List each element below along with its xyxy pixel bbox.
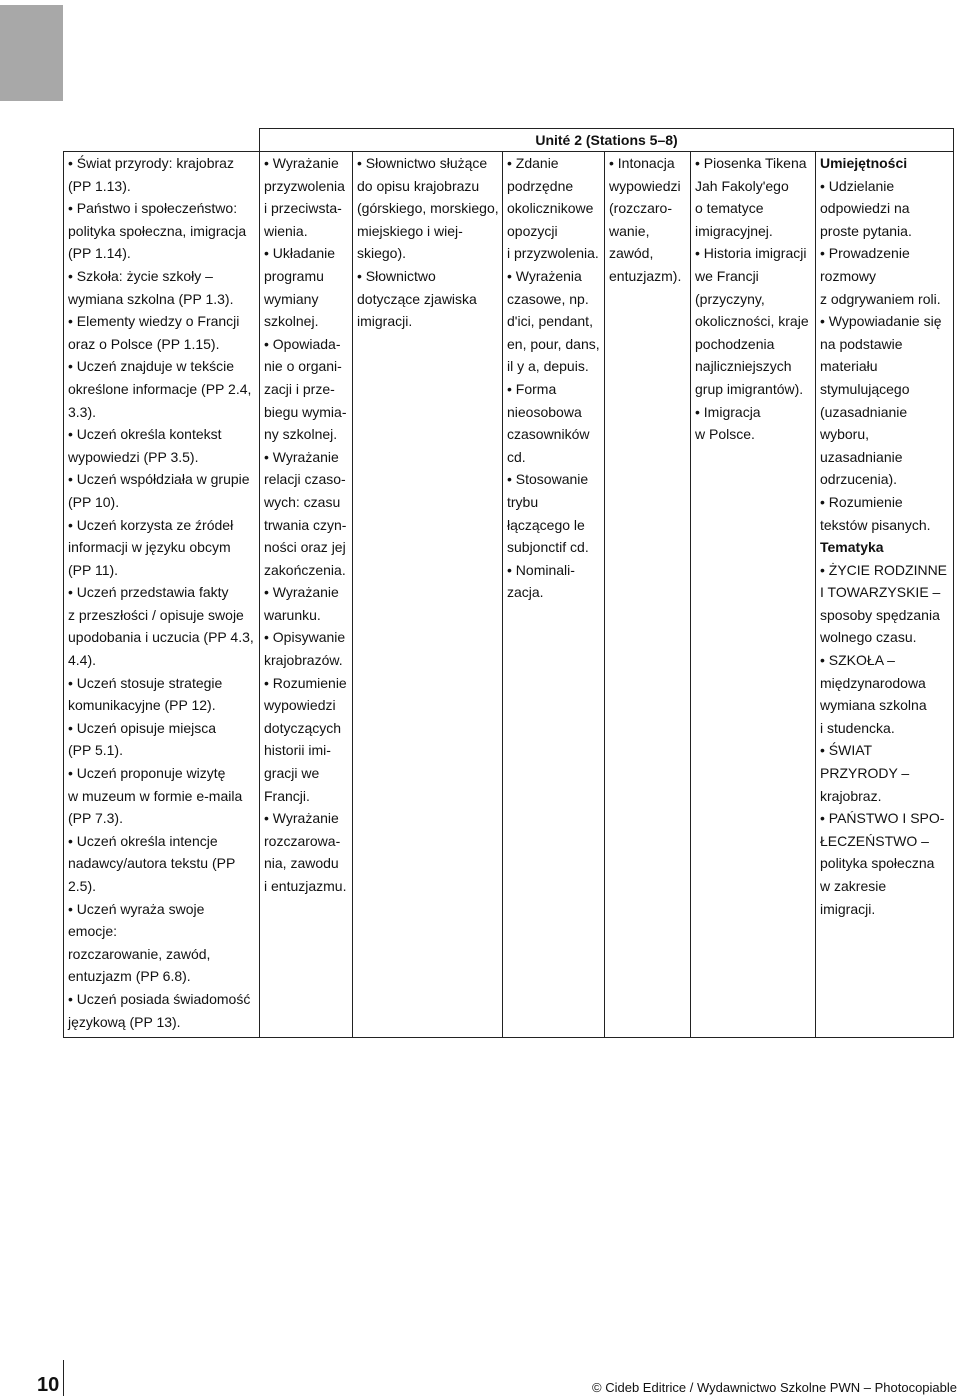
table-row [64,152,954,1038]
skills-text: • Udzielanie odpowiedzi na proste pytania. • Prowadzenie rozmowy z odgrywaniem roli. • Wypowiadanie się na podstawie materiału stymulującego (uzasadnianie wyboru, uzasadnianie odrzucenia). • Rozumienie tekstów pisanych. [820,177,942,533]
phonetics-text: • Intonacja wypowiedzi (rozczaro- wanie, zawód, entuzjazm). [609,155,682,284]
topics-heading: Tematyka [820,539,884,556]
cell-functions [260,152,353,1038]
functions-text: • Wyrażanie przyzwolenia i przeciwsta- wienia. • Układanie programu wymiany szkolnej. • Opowiada- nie o organi- zacji i prze- biegu wymia- ny szkolnej. • Wyrażanie relacji czaso- wych: czasu trwania czyn- ności oraz jej zakończenia. • Wyrażanie warunku. • Opisywanie krajobrazów. • Rozumienie wypowiedzi dotyczących historii imi- gracji we Francji. • Wyrażanie rozczarowa- nia, zawodu i entuzjazmu. [264,155,347,894]
cell-grammar [503,152,605,1038]
cell-objectives [64,152,260,1038]
cell-phonetics [605,152,691,1038]
topics-text: • ŻYCIE RODZINNE I TOWARZYSKIE – sposoby spędzania wolnego czasu. • SZKOŁA – międzynarodowa wymiana szkolna i studencka. • ŚWIAT PRZYRODY – krajobraz. • PAŃSTWO I SPO- ŁECZEŃSTWO – polityka społeczna w zakresie imigracji. [820,561,948,917]
skills-heading: Umiejętności [820,155,908,171]
vocabulary-text: • Słownictwo służące do opisu krajobrazu (górskiego, morskiego, miejskiego i wiej- skiego). • Słownictwo dotyczące zjawiska imigracji. [357,155,499,330]
culture-text: • Piosenka Tikena Jah Fakoly'ego o tematyce imigracyjnej. • Historia imigracji we Francji (przyczyny, okoliczności, kraje pochodzenia najliczniejszych grup imigrantów). • Imigracja w Polsce. [695,155,809,443]
cell-vocabulary [353,152,503,1038]
grammar-text: • Zdanie podrzędne okolicznikowe opozycji i przyzwolenia. • Wyrażenia czasowe, np. d'ici, pendant, en, pour, dans, il y a, depuis. • Forma nieosobowa czasowników cd. • Stosowanie trybu łączącego le subjonctif cd. • Nominali- zacja. [507,155,600,601]
corner-tab [0,5,63,101]
objectives-text: • Świat przyrody: krajobraz (PP 1.13). • Państwo i społeczeństwo: polityka społeczna, imigracja (PP 1.14). • Szkoła: życie szkoły – wymiana szkolna (PP 1.3). • Elementy wiedzy o Francji oraz o Polsce (PP 1.15). • Uczeń znajduje w tekście określone informacje (PP 2.4, 3.3). • Uczeń określa kontekst wypowiedzi (PP 3.5). • Uczeń współdziała w grupie (PP 10). • Uczeń korzysta ze źródeł informacji w języku obcym (PP 11). • Uczeń przedstawia fakty z przeszłości / opisuje swoje upodobania i uczucia (PP 4.3, 4.4). • Uczeń stosuje strategie komunikacyjne (PP 12). • Uczeń opisuje miejsca (PP 5.1). • Uczeń proponuje wizytę w muzeum w formie e-maila (PP 7.3). • Uczeń określa intencje nadawcy/autora tekstu (PP 2.5). • Uczeń wyraża swoje emocje: rozczarowanie, zawód, entuzjazm (PP 6.8). • Uczeń posiada świadomość językową (PP 13). [68,155,254,1030]
cell-culture [691,152,816,1038]
cell-exam [816,152,954,1038]
copyright-notice: © Cideb Editrice / Wydawnictwo Szkolne PWN – Photocopiable [592,1380,957,1395]
page-number: 10 [37,1374,60,1396]
footer-divider [63,1360,64,1396]
curriculum-table [63,128,954,1038]
table-header-row [64,129,954,152]
unit-header: Unité 2 (Stations 5–8) [260,129,954,152]
header-empty-cell [64,129,260,152]
